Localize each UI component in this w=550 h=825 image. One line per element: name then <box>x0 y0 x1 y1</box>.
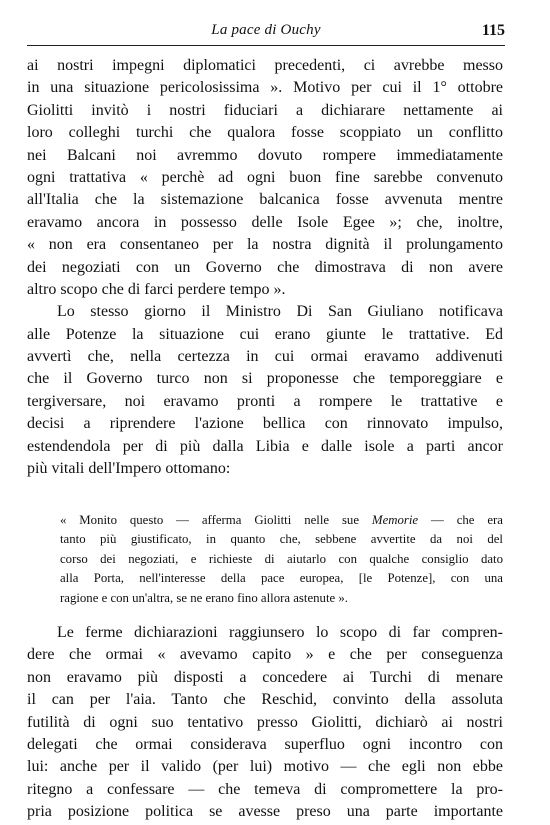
block-quote <box>60 511 503 608</box>
quote-line: corso dei negoziati, e richieste di aiutarlo con qualche consiglio dato <box>60 551 503 566</box>
text-line: non eravamo più disposti a concedere ai Turchi di menare <box>27 668 503 686</box>
quote-line <box>60 511 503 530</box>
main-text-continued <box>27 622 503 824</box>
text-line: Le ferme dichiarazioni raggiunsero lo scopo di far compren- <box>57 624 503 641</box>
main-text <box>27 55 503 480</box>
quote-text: — che era <box>418 513 503 527</box>
text-line: in una situazione pericolosissima ». Motivo per cui il 1° ottobre <box>27 79 503 97</box>
text-line: alle Potenze la situazione cui erano giunte le trattative. Ed <box>27 325 503 343</box>
paragraph-1 <box>27 55 503 301</box>
text-line: decisi a riprendere l'azione bellica con rinnovato impulso, <box>27 415 503 433</box>
text-line: ritegno a confessare — che temeva di compromettere la pro- <box>27 780 503 798</box>
text-line: ai nostri impegni diplomatici precedenti, ci avrebbe messo <box>27 57 503 74</box>
paragraph-2 <box>27 301 503 480</box>
text-line: futilità di ogni suo tentativo presso Giolitti, dichiarò ai nostri <box>27 713 503 731</box>
quote-italic-title: Memorie <box>371 513 419 527</box>
quote-line: ragione e con un'altra, se ne erano fino allora astenute ». <box>60 590 348 605</box>
running-header <box>27 22 505 42</box>
text-line: ogni trattativa « perchè ad ogni buon fine sarebbe convenuto <box>27 168 503 186</box>
text-line: loro colleghi turchi che qualora fosse scoppiato un conflitto <box>27 124 503 142</box>
text-line: altro scopo che di farci perdere tempo ». <box>27 280 286 298</box>
text-line: più vitali dell'Impero ottomano: <box>27 460 231 478</box>
text-line: tergiversare, noi eravamo pronti a rompere le trattative e <box>27 392 503 410</box>
text-line: « non era consentaneo per la nostra dignità il prolungamento <box>27 236 503 254</box>
text-line: estendendola per di più dalla Libia e dalle isole a parti ancor <box>27 437 503 455</box>
text-line: il can per l'aia. Tanto che Reschid, convinto della assoluta <box>27 691 503 709</box>
text-line: nei Balcani noi avremmo dovuto rompere immediatamente <box>27 146 503 164</box>
paragraph-3 <box>27 622 503 824</box>
text-line: pria posizione politica se avesse preso una parte importante <box>27 803 503 821</box>
text-line: Lo stesso giorno il Ministro Di San Giuliano notificava <box>57 303 503 321</box>
text-line: lui: anche per il valido (per lui) motivo — che egli non ebbe <box>27 758 503 776</box>
page-number: 115 <box>481 22 505 39</box>
text-line: avvertì che, nella certezza in cui ormai eravamo addivenuti <box>27 348 503 366</box>
quote-line: alla Porta, nell'interesse della pace europea, [le Potenze], con una <box>60 571 503 586</box>
text-line: dere che ormai « avevamo capito » e che per conseguenza <box>27 646 503 664</box>
running-title: La pace di Ouchy <box>211 22 321 38</box>
text-line: delegati che ormai considerava superfluo ogni incontro con <box>27 735 503 753</box>
quote-text: « Monito questo — afferma Giolitti nelle sue <box>60 513 372 527</box>
text-line: Giolitti invitò i nostri fiduciari a dichiarare nettamente ai <box>27 101 503 119</box>
header-rule <box>27 45 505 46</box>
text-line: che il Governo turco non si proponesse che temporeggiare e <box>27 370 503 388</box>
text-line: all'Italia che la sistemazione balcanica fosse avvenuta mentre <box>27 191 503 209</box>
text-line: eravamo ancora in possesso delle Isole Egee »; che, inoltre, <box>27 213 503 231</box>
text-line: dei negoziati con un Governo che dimostrava di non avere <box>27 258 503 276</box>
quote-line: tanto più giustificato, in quanto che, sebbene avvertite da noi del <box>60 532 503 547</box>
